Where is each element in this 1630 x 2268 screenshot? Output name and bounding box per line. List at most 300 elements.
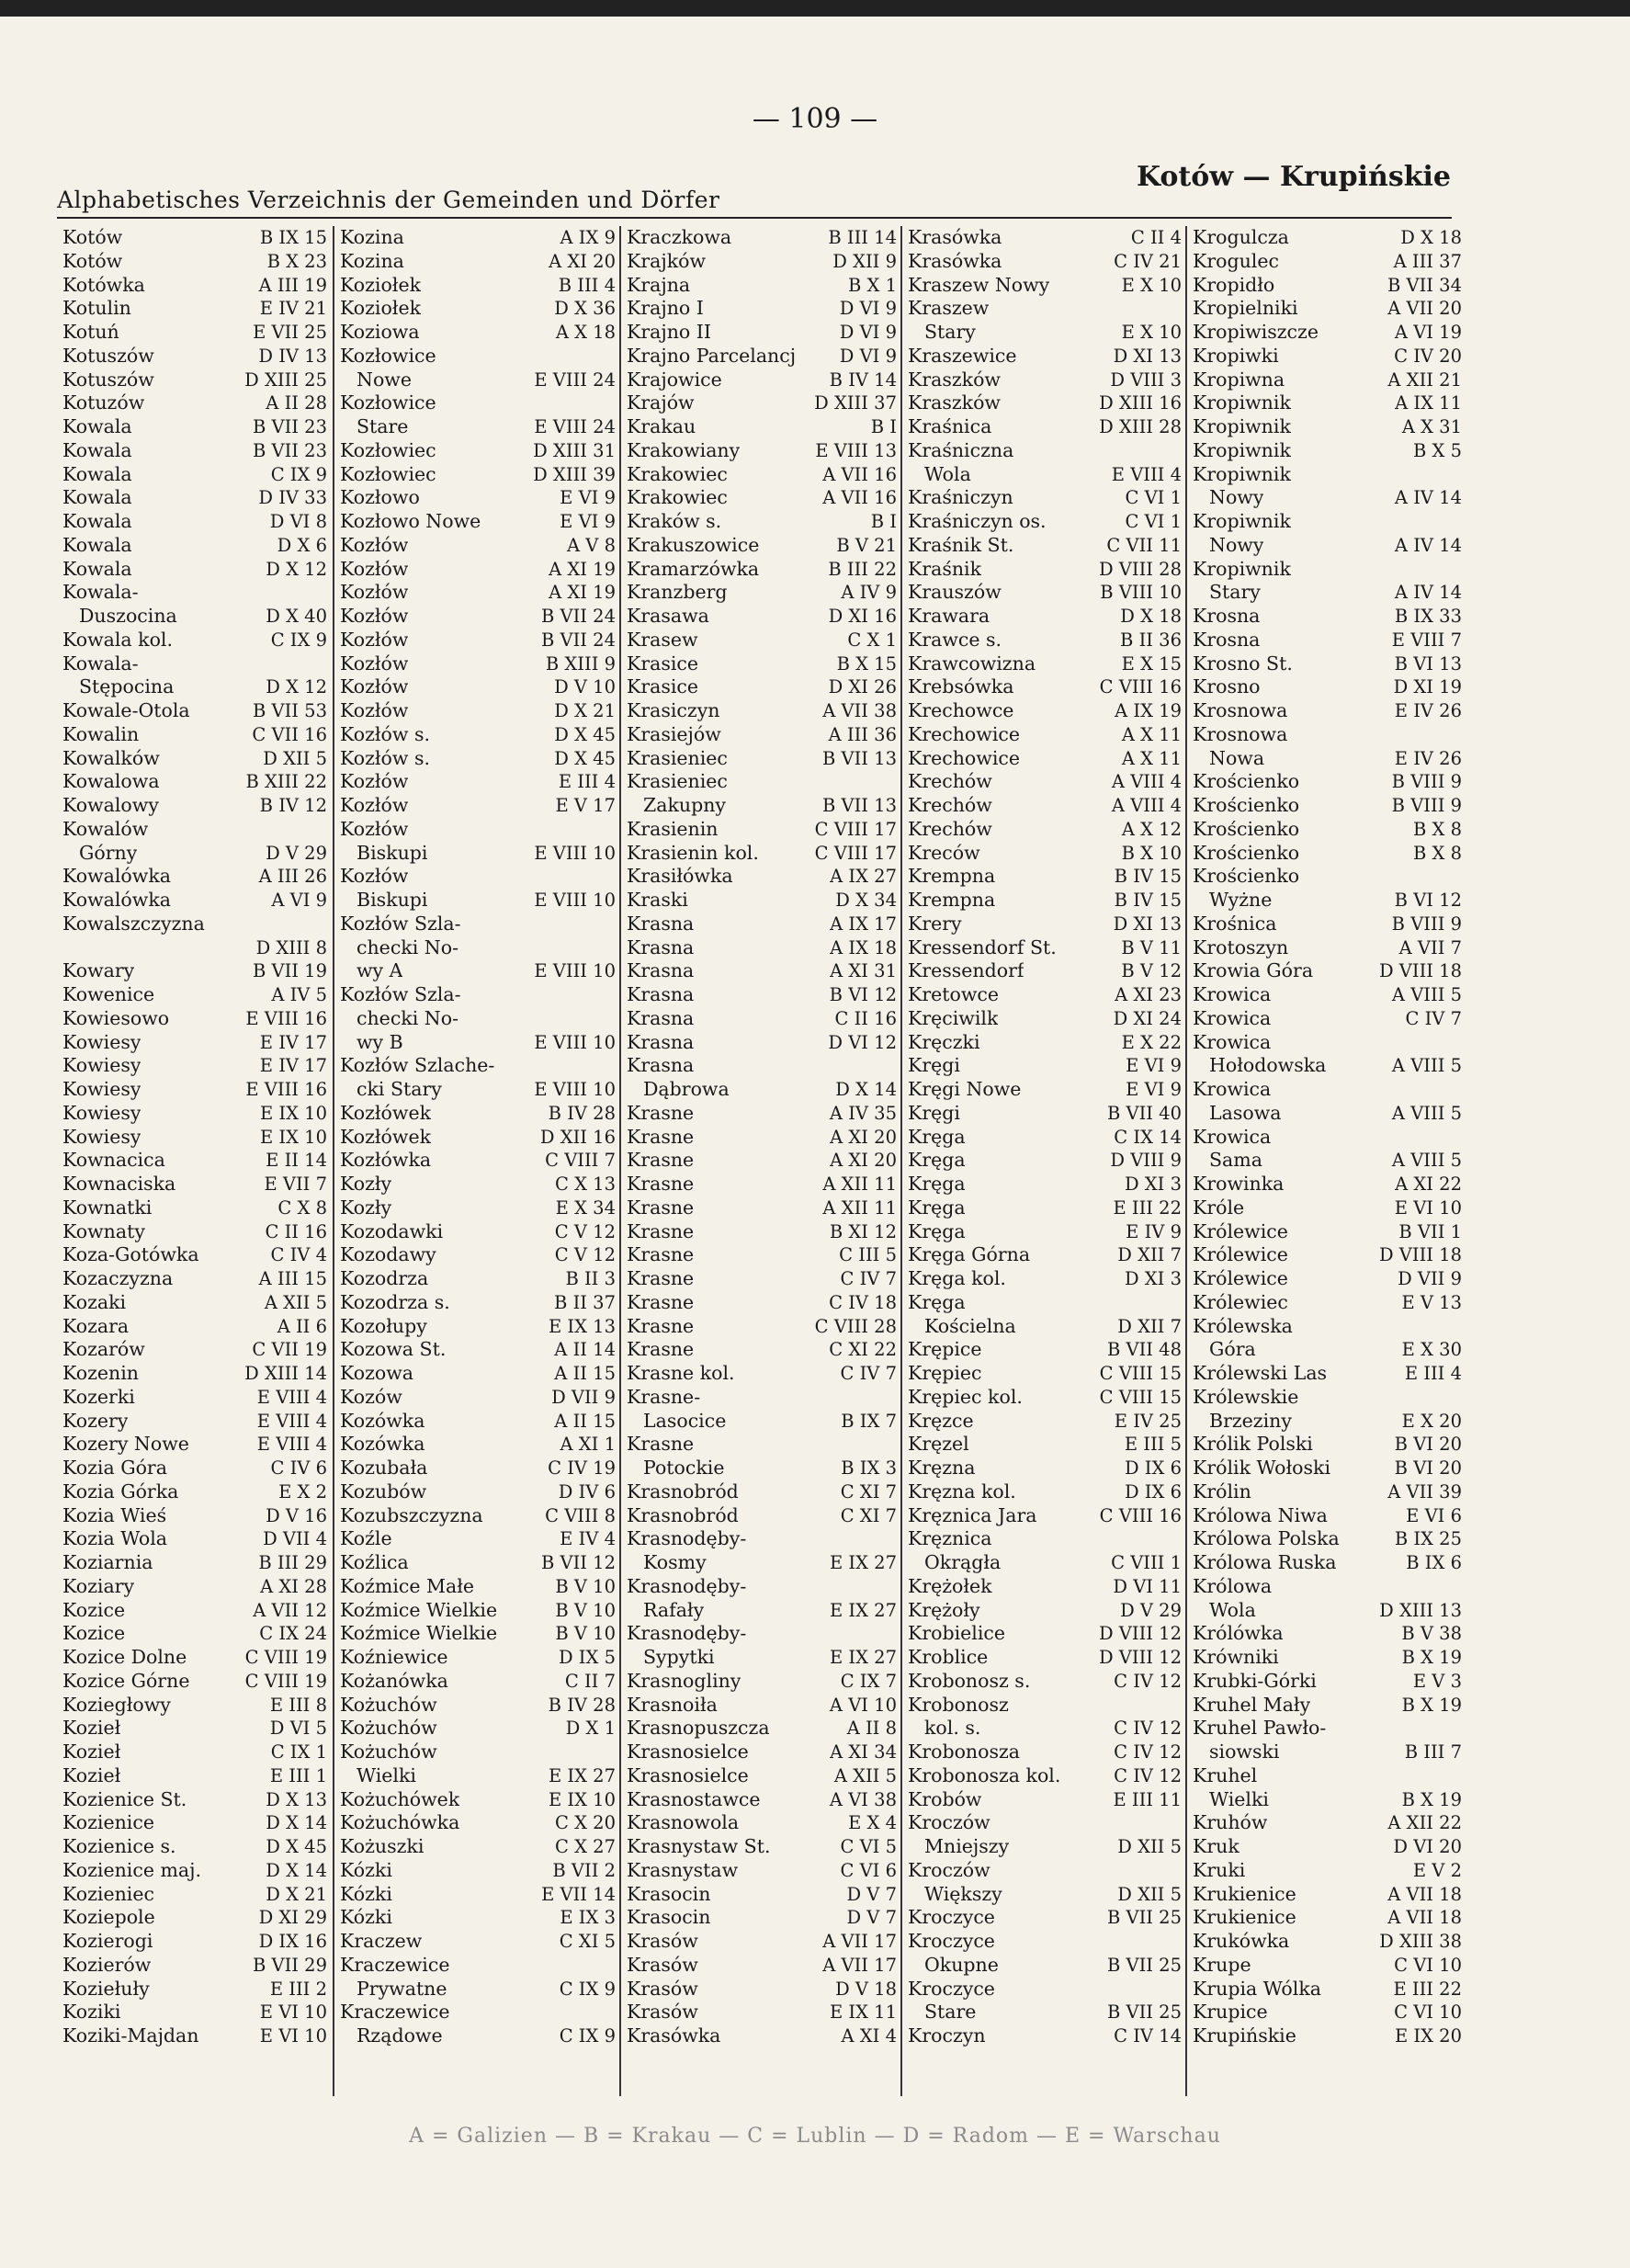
grid-code: E VIII 24 <box>534 416 616 437</box>
grid-code: A VIII 5 <box>1391 1102 1462 1124</box>
grid-code: D IV 13 <box>258 345 327 367</box>
place-name: Kozienice St. <box>62 1787 187 1810</box>
grid-code: B X 19 <box>1401 1694 1462 1716</box>
index-entry <box>57 369 333 392</box>
grid-code: E IX 13 <box>548 1315 616 1337</box>
place-name: Krasieniec <box>627 746 728 769</box>
index-entry <box>1187 1149 1467 1173</box>
place-name: Kozodrza <box>340 1267 429 1289</box>
place-name: Większy <box>924 1882 1002 1905</box>
grid-code: B IX 15 <box>259 227 327 248</box>
grid-code: D XI 29 <box>258 1907 327 1929</box>
place-name: Kowala <box>62 510 132 532</box>
grid-code: B VIII 9 <box>1391 795 1462 816</box>
index-entry <box>621 297 902 321</box>
index-entry <box>334 983 621 1007</box>
grid-code: A X 11 <box>1121 747 1182 769</box>
place-name: Kozłów <box>340 605 409 627</box>
place-name: Krępiec <box>908 1362 982 1384</box>
place-name: Krery <box>908 912 962 935</box>
index-entry <box>1187 226 1467 250</box>
place-name: Królowa Niwa <box>1193 1503 1328 1526</box>
index-entry <box>334 913 621 936</box>
grid-code: E VIII 16 <box>245 1007 327 1029</box>
index-entry <box>1187 1196 1467 1220</box>
place-name: Biskupi <box>357 841 428 864</box>
index-entry <box>57 1504 333 1528</box>
index-entry <box>57 558 333 582</box>
place-name: Kozłów s. <box>340 746 430 769</box>
index-entry <box>902 439 1187 463</box>
grid-code: A III 15 <box>258 1268 327 1289</box>
place-name: Kożuchów <box>340 1693 437 1716</box>
grid-code: A VIII 5 <box>1391 984 1462 1005</box>
grid-code: C VI 1 <box>1125 487 1182 509</box>
index-entry <box>1187 510 1467 534</box>
place-name: Krawara <box>908 605 990 627</box>
place-name: Rafały <box>643 1598 705 1621</box>
place-name: Kożuchówek <box>340 1787 460 1810</box>
place-name: Kowiesy <box>62 1054 141 1077</box>
grid-code: A VII 18 <box>1387 1883 1462 1905</box>
grid-code: C IV 7 <box>840 1363 897 1384</box>
index-entry <box>1187 1741 1467 1764</box>
place-name: Krosnowa <box>1193 699 1288 721</box>
place-name: Krasnystaw <box>627 1858 739 1881</box>
index-entry <box>902 1291 1187 1315</box>
place-name: Biskupi <box>357 889 428 911</box>
index-entry <box>334 1031 621 1055</box>
grid-code: A X 18 <box>555 322 616 343</box>
place-name: Kowala <box>62 415 132 437</box>
place-name: Krakuszowice <box>627 533 760 556</box>
place-name: Krakau <box>627 415 696 437</box>
index-entry <box>1187 1220 1467 1244</box>
place-name: Kozubszczyzna <box>340 1503 483 1526</box>
index-entry <box>1187 534 1467 558</box>
grid-code: E VIII 4 <box>1111 463 1182 485</box>
place-name: Krasówka <box>908 226 1002 248</box>
grid-code: C VI 1 <box>1125 511 1182 532</box>
place-name: Królewice <box>1193 1219 1288 1242</box>
place-name: Krowia Góra <box>1193 959 1314 982</box>
grid-code: E V 3 <box>1412 1670 1462 1692</box>
place-name: Nowa <box>1209 746 1265 769</box>
place-name: Królewska <box>1193 1314 1293 1337</box>
index-entry <box>57 1551 333 1575</box>
grid-code: D X 12 <box>266 676 327 698</box>
grid-code: D X 40 <box>266 606 327 627</box>
place-name: Krasnowola <box>627 1811 740 1834</box>
index-entry <box>621 510 902 534</box>
index-entry <box>1187 1764 1467 1788</box>
index-entry <box>902 1527 1187 1551</box>
grid-code: A II 28 <box>266 392 327 414</box>
place-name: Kręga <box>908 1149 966 1172</box>
grid-code: D VII 9 <box>551 1386 616 1408</box>
place-name: Koziełuły <box>62 1977 150 2000</box>
index-entry <box>621 865 902 889</box>
place-name: Kowalszczyzna <box>62 912 205 935</box>
index-entry <box>621 723 902 747</box>
grid-code: B VII 13 <box>821 795 897 816</box>
place-name: Krościenko <box>1193 841 1300 864</box>
grid-code: D XIII 37 <box>814 392 897 414</box>
place-name: Kozówka <box>340 1433 425 1456</box>
place-name: Kozenin <box>62 1362 140 1384</box>
grid-code: C II 7 <box>564 1670 616 1692</box>
grid-code: A VIII 5 <box>1391 1055 1462 1077</box>
grid-code: B X 19 <box>1401 1647 1462 1668</box>
place-name: Kowiesy <box>62 1101 141 1124</box>
place-name: Kożuchów <box>340 1741 437 1763</box>
index-entry <box>621 1315 902 1339</box>
place-name: Kruhel Pawło- <box>1193 1717 1327 1740</box>
place-name: Nowe <box>357 368 412 391</box>
index-entry <box>621 652 902 676</box>
grid-code: B V 11 <box>1121 936 1182 958</box>
grid-code: E X 20 <box>1401 1410 1462 1432</box>
place-name: Krościenko <box>1193 794 1300 816</box>
place-name: Krasnosielce <box>627 1763 749 1786</box>
index-entry <box>621 1149 902 1173</box>
grid-code: D XII 5 <box>1117 1883 1182 1905</box>
index-entry <box>1187 345 1467 369</box>
place-name: Krobonosz s. <box>908 1669 1031 1692</box>
index-entry <box>621 1126 902 1150</box>
index-entry <box>57 675 333 699</box>
place-name: Królówka <box>1193 1622 1284 1645</box>
index-entry <box>902 983 1187 1007</box>
place-name: Kręga <box>908 1290 966 1313</box>
grid-code: B X 8 <box>1412 842 1462 864</box>
index-entry <box>57 297 333 321</box>
grid-code: A IV 5 <box>271 984 327 1005</box>
index-entry <box>57 842 333 866</box>
grid-code: C VI 10 <box>1394 1954 1462 1976</box>
place-name: Kozubów <box>340 1480 427 1503</box>
index-entry <box>621 675 902 699</box>
place-name: Krakowiec <box>627 486 728 509</box>
grid-code: D X 21 <box>554 700 616 721</box>
index-entry <box>621 415 902 439</box>
index-entry <box>57 1575 333 1599</box>
grid-code: A IV 35 <box>829 1102 897 1124</box>
grid-code: A IV 14 <box>1394 582 1462 604</box>
index-entry <box>57 1126 333 1150</box>
place-name: Kozieł <box>62 1717 121 1740</box>
index-entry <box>621 770 902 794</box>
index-entry <box>902 794 1187 818</box>
index-entry <box>621 1930 902 1954</box>
place-name: Krupice <box>1193 2001 1268 2024</box>
grid-code: B VII 24 <box>540 606 616 627</box>
index-entry <box>1187 1575 1467 1599</box>
place-name: Kózki <box>340 1858 392 1881</box>
place-name: Koźmice Wielkie <box>340 1622 498 1645</box>
place-name: Kowala <box>62 486 132 509</box>
grid-code: B IX 7 <box>841 1410 897 1432</box>
place-name: siowski <box>1209 1741 1280 1763</box>
place-name: Krajów <box>627 391 695 414</box>
index-entry <box>902 1811 1187 1835</box>
index-entry <box>57 1196 333 1220</box>
grid-code: A VII 12 <box>253 1599 327 1621</box>
index-entry <box>57 1811 333 1835</box>
grid-code: E VI 9 <box>1126 1055 1182 1077</box>
index-entry <box>902 1599 1187 1623</box>
place-name: Kozery Nowe <box>62 1433 189 1456</box>
place-name: Kozłów Szla- <box>340 983 461 1005</box>
index-entry <box>57 1835 333 1859</box>
index-entry <box>1187 1102 1467 1126</box>
place-name: Krasnodęby- <box>627 1527 747 1550</box>
place-name: Kruhel Mały <box>1193 1693 1311 1716</box>
index-entry <box>334 1267 621 1291</box>
grid-code: C IV 7 <box>1405 1007 1462 1029</box>
grid-code: B V 10 <box>555 1599 616 1621</box>
grid-code: D XIII 38 <box>1379 1931 1462 1952</box>
index-entry <box>57 936 333 960</box>
place-name: Krasne <box>627 1243 695 1266</box>
grid-code: B V 12 <box>1121 960 1182 982</box>
index-entry <box>902 250 1187 274</box>
grid-code: C VIII 19 <box>244 1647 327 1668</box>
index-entry <box>334 1741 621 1764</box>
place-name: Koziowa <box>340 321 420 343</box>
grid-code: C II 4 <box>1130 227 1182 248</box>
index-entry <box>1187 1883 1467 1907</box>
index-entry <box>902 1173 1187 1196</box>
place-name: Kraśnik St. <box>908 533 1014 556</box>
place-name: Krauszów <box>908 581 1002 604</box>
place-name: Krężoły <box>908 1598 980 1621</box>
index-entry <box>334 1954 621 1978</box>
index-entry <box>57 1362 333 1386</box>
index-entry <box>334 1646 621 1670</box>
place-name: Nowy <box>1209 486 1264 509</box>
place-name: Kozina <box>340 226 404 248</box>
index-entry <box>334 250 621 274</box>
grid-code: B VII 25 <box>1106 1907 1182 1929</box>
grid-code: A IX 17 <box>830 913 897 935</box>
place-name: wy B <box>357 1030 403 1053</box>
index-entry <box>334 1694 621 1718</box>
place-name: Krakowiany <box>627 438 741 461</box>
place-name: Kozły <box>340 1173 392 1195</box>
index-entry <box>902 1386 1187 1410</box>
place-name: Krajków <box>627 249 707 272</box>
place-name: Kretowce <box>908 983 999 1005</box>
grid-code: C IX 7 <box>840 1670 897 1692</box>
index-entry <box>1187 936 1467 960</box>
place-name: Kropidło <box>1193 273 1275 296</box>
index-entry <box>621 321 902 345</box>
running-title-left: Alphabetisches Verzeichnis der Gemeinden und Dörfer <box>57 187 720 213</box>
place-name: Góra <box>1209 1338 1256 1361</box>
index-entry <box>621 226 902 250</box>
index-entry <box>334 1622 621 1646</box>
place-name: Kozłów <box>340 557 409 580</box>
place-name: Kowenice <box>62 983 155 1005</box>
place-name: Krasna <box>627 912 695 935</box>
grid-code: A X 11 <box>1121 723 1182 745</box>
grid-code: C XI 5 <box>559 1931 616 1952</box>
index-entry <box>621 747 902 771</box>
page-number: — 109 — <box>752 103 878 135</box>
index-entry <box>334 1386 621 1410</box>
index-entry <box>902 1622 1187 1646</box>
place-name: Krasne <box>627 1125 695 1148</box>
grid-code: A VII 20 <box>1387 298 1462 320</box>
place-name: Koźmice Wielkie <box>340 1598 498 1621</box>
grid-code: B V 10 <box>555 1623 616 1645</box>
grid-code: C X 27 <box>554 1836 616 1857</box>
grid-code: C IV 12 <box>1114 1718 1182 1740</box>
place-name: Kozieniec <box>62 1882 154 1905</box>
grid-code: C VI 5 <box>840 1836 897 1857</box>
grid-code: B VII 25 <box>1106 1954 1182 1976</box>
index-entry <box>621 1764 902 1788</box>
index-entry <box>621 1717 902 1741</box>
place-name: kol. s. <box>924 1717 981 1740</box>
index-entry <box>621 1622 902 1646</box>
grid-code: A II 15 <box>554 1363 616 1384</box>
grid-code: B III 22 <box>828 558 897 580</box>
index-entry <box>57 1457 333 1480</box>
index-entry <box>902 558 1187 582</box>
place-name: Krechowce <box>908 699 1014 721</box>
place-name: Krasówka <box>627 2024 721 2047</box>
grid-code: A VII 17 <box>822 1931 897 1952</box>
place-name: Kruhel <box>1193 1763 1258 1786</box>
index-entry <box>621 558 902 582</box>
grid-code: B IX 33 <box>1394 606 1462 627</box>
grid-code: E VIII 4 <box>256 1410 327 1432</box>
place-name: Krasocin <box>627 1906 711 1929</box>
grid-code: B VII 13 <box>821 747 897 769</box>
grid-code: D IX 5 <box>558 1647 616 1668</box>
place-name: Krasów <box>627 1930 698 1952</box>
index-entry <box>57 463 333 487</box>
place-name: Krasne <box>627 1267 695 1289</box>
place-name: Kropiwnik <box>1193 391 1291 414</box>
grid-code: D VI 20 <box>1393 1836 1462 1857</box>
index-entry <box>1187 1646 1467 1670</box>
place-name: Kręzce <box>908 1409 974 1432</box>
index-entry <box>902 1694 1187 1718</box>
header-rule <box>57 217 1452 219</box>
index-entry <box>1187 1173 1467 1196</box>
place-name: Kozłów <box>340 794 409 816</box>
grid-code: E IX 11 <box>829 2002 897 2024</box>
place-name: Krukienice <box>1193 1906 1296 1929</box>
index-entry <box>902 1883 1187 1907</box>
index-entry <box>334 510 621 534</box>
grid-code: B I <box>870 511 897 532</box>
index-entry <box>57 1078 333 1102</box>
index-entry <box>57 1054 333 1078</box>
index-entry <box>621 794 902 818</box>
grid-code: D X 34 <box>835 890 897 911</box>
place-name: Kręga kol. <box>908 1267 1006 1289</box>
grid-code: A IX 11 <box>1395 392 1462 414</box>
index-entry <box>621 1102 902 1126</box>
index-entry <box>1187 1694 1467 1718</box>
grid-code: E IX 3 <box>560 1907 616 1929</box>
place-name: Krasne <box>627 1149 695 1172</box>
index-entry <box>1187 439 1467 463</box>
index-entry <box>902 1433 1187 1457</box>
grid-code: C VIII 8 <box>545 1504 616 1526</box>
place-name: Krasna <box>627 1054 695 1077</box>
place-name: Kozówka <box>340 1409 425 1432</box>
index-entry <box>334 1835 621 1859</box>
place-name: Kozieł <box>62 1741 121 1763</box>
index-entry <box>334 629 621 652</box>
index-entry <box>57 439 333 463</box>
index-entry <box>334 297 621 321</box>
index-entry <box>621 1291 902 1315</box>
grid-code: A III 36 <box>828 723 897 745</box>
place-name: Lasocice <box>643 1409 727 1432</box>
grid-code: E III 8 <box>269 1694 327 1716</box>
index-entry <box>621 1220 902 1244</box>
place-name: Krasnosielce <box>627 1741 749 1763</box>
place-name: Krasiejów <box>627 722 721 745</box>
index-entry <box>902 747 1187 771</box>
place-name: Krasew <box>627 628 698 651</box>
place-name: Kozłówka <box>340 1149 432 1172</box>
index-entry <box>334 1670 621 1694</box>
index-entry <box>57 605 333 629</box>
grid-code: E VIII 7 <box>1391 629 1462 651</box>
place-name: Kozarów <box>62 1338 145 1361</box>
index-entry <box>57 1859 333 1883</box>
index-entry <box>57 1315 333 1339</box>
index-entry <box>902 1504 1187 1528</box>
index-entry <box>57 1220 333 1244</box>
index-entry <box>902 818 1187 842</box>
place-name: Koziołek <box>340 297 422 320</box>
place-name: Krasówka <box>908 249 1002 272</box>
grid-code: E III 5 <box>1124 1434 1182 1456</box>
index-entry <box>902 1551 1187 1575</box>
place-name: Krubki-Górki <box>1193 1669 1317 1692</box>
index-entry <box>621 1835 902 1859</box>
place-name: Kressendorf St. <box>908 936 1057 958</box>
place-name: Stępocina <box>79 675 175 698</box>
index-entry <box>621 1551 902 1575</box>
index-entry <box>57 274 333 298</box>
index-entry <box>57 1243 333 1267</box>
grid-code: D IX 6 <box>1124 1457 1182 1479</box>
grid-code: C VIII 16 <box>1099 676 1182 698</box>
grid-code: C VII 11 <box>1106 534 1182 556</box>
index-entry <box>902 1102 1187 1126</box>
grid-code: A III 37 <box>1393 250 1462 272</box>
place-name: Królewice <box>1193 1243 1288 1266</box>
place-name: Krechów <box>908 817 992 840</box>
grid-code: C VIII 16 <box>1099 1504 1182 1526</box>
index-entry <box>57 345 333 369</box>
index-entry <box>902 1338 1187 1362</box>
index-entry <box>621 345 902 369</box>
index-entry <box>1187 486 1467 510</box>
index-entry <box>902 1031 1187 1055</box>
index-entry <box>1187 842 1467 866</box>
place-name: Kownaciska <box>62 1173 176 1195</box>
